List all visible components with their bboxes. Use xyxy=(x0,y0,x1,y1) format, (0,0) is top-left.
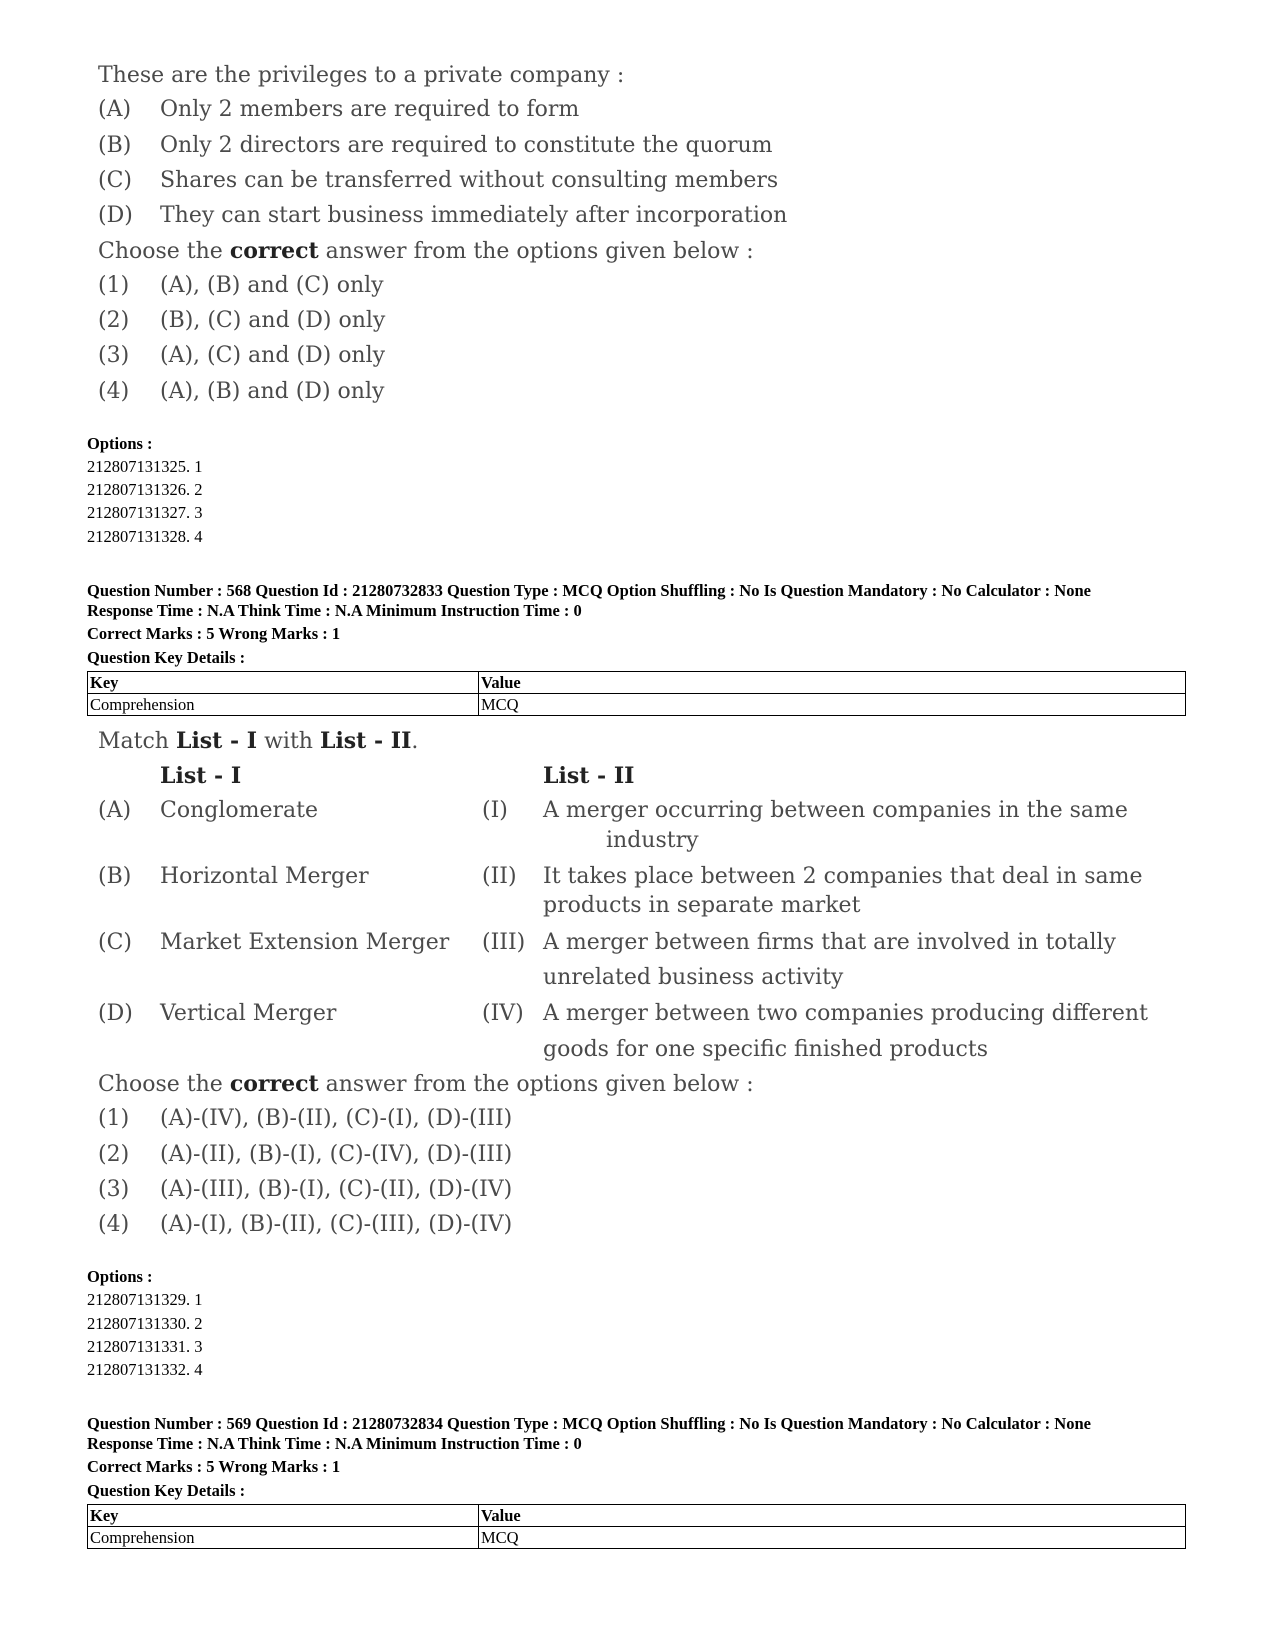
q568-key-header: Key xyxy=(88,672,479,694)
q568-choose-instruction: Choose the correct answer from the options given below : xyxy=(98,1071,754,1097)
q568-answer-1: (1) (A)-(IV), (B)-(II), (C)-(I), (D)-(III) xyxy=(98,1106,513,1131)
q568-list1-item-c: (C) Market Extension Merger xyxy=(98,930,450,955)
q569-key-details-title: Question Key Details : xyxy=(87,1481,246,1500)
q567-option-1: 212807131325. 1 xyxy=(87,457,203,476)
q568-marks: Correct Marks : 5 Wrong Marks : 1 xyxy=(87,624,341,643)
q568-list2-title: List - II xyxy=(543,763,635,789)
q568-list2-item-iv-line1: A merger between two companies producing different xyxy=(543,1001,1148,1026)
q568-option-1: 212807131329. 1 xyxy=(87,1290,203,1309)
q569-marks: Correct Marks : 5 Wrong Marks : 1 xyxy=(87,1457,341,1476)
q568-meta-line2: Response Time : N.A Think Time : N.A Minimum Instruction Time : 0 xyxy=(87,601,582,620)
q567-statement-a: (A) Only 2 members are required to form xyxy=(98,97,580,122)
q568-list2-label-ii: (II) xyxy=(482,864,517,889)
q567-answer-4: (4) (A), (B) and (D) only xyxy=(98,379,385,404)
q568-list2-item-i-line1: A merger occurring between companies in the same xyxy=(543,798,1128,823)
q568-options-title: Options : xyxy=(87,1267,153,1286)
q568-list1-item-b: (B) Horizontal Merger xyxy=(98,864,369,889)
q568-list2-item-ii-line2: products in separate market xyxy=(543,893,861,918)
q568-key-cell: Comprehension xyxy=(88,694,479,716)
q569-key-header: Key xyxy=(88,1505,479,1527)
q568-option-2: 212807131330. 2 xyxy=(87,1314,203,1333)
q567-option-4: 212807131328. 4 xyxy=(87,527,203,546)
q568-value-header: Value xyxy=(479,672,1186,694)
q568-option-4: 212807131332. 4 xyxy=(87,1360,203,1379)
q569-meta-line1: Question Number : 569 Question Id : 21280732834 Question Type : MCQ Option Shuffling : No Is Question Mandatory : No Calculator : None xyxy=(87,1414,1091,1433)
q568-list1-title: List - I xyxy=(160,763,242,789)
q567-answer-3: (3) (A), (C) and (D) only xyxy=(98,343,386,368)
q568-list1-item-d: (D) Vertical Merger xyxy=(98,1001,337,1026)
q568-list2-label-i: (I) xyxy=(482,798,508,823)
q568-meta-line1: Question Number : 568 Question Id : 21280732833 Question Type : MCQ Option Shuffling : No Is Question Mandatory : No Calculator : None xyxy=(87,581,1091,600)
q567-statement-c: (C) Shares can be transferred without consulting members xyxy=(98,168,779,193)
q569-key-cell: Comprehension xyxy=(88,1527,479,1549)
q569-key-table xyxy=(87,1504,1186,1549)
q568-answer-3: (3) (A)-(III), (B)-(I), (C)-(II), (D)-(IV) xyxy=(98,1177,513,1202)
q567-option-3: 212807131327. 3 xyxy=(87,503,203,522)
q569-meta-line2: Response Time : N.A Think Time : N.A Minimum Instruction Time : 0 xyxy=(87,1434,582,1453)
q567-statement-b: (B) Only 2 directors are required to constitute the quorum xyxy=(98,133,773,158)
q569-value-header: Value xyxy=(479,1505,1186,1527)
q567-stem: These are the privileges to a private company : xyxy=(98,63,625,88)
q567-answer-1: (1) (A), (B) and (C) only xyxy=(98,273,384,298)
q568-list2-item-iii-line1: A merger between firms that are involved in totally xyxy=(543,930,1116,955)
q568-list2-label-iii: (III) xyxy=(482,930,526,955)
q569-value-cell: MCQ xyxy=(479,1527,1186,1549)
q568-list2-item-i-line2: industry xyxy=(606,828,699,853)
q568-list2-label-iv: (IV) xyxy=(482,1001,524,1026)
q568-list2-item-iv-line2: goods for one specific finished products xyxy=(543,1037,988,1062)
q568-list2-item-iii-line2: unrelated business activity xyxy=(543,965,844,990)
q568-key-table xyxy=(87,671,1186,716)
q567-answer-2: (2) (B), (C) and (D) only xyxy=(98,308,386,333)
q567-option-2: 212807131326. 2 xyxy=(87,480,203,499)
q568-list2-item-ii-line1: It takes place between 2 companies that deal in same xyxy=(543,864,1143,889)
q568-answer-2: (2) (A)-(II), (B)-(I), (C)-(IV), (D)-(III) xyxy=(98,1142,513,1167)
q568-key-details-title: Question Key Details : xyxy=(87,648,246,667)
q567-choose-instruction: Choose the correct answer from the options given below : xyxy=(98,238,754,264)
q568-option-3: 212807131331. 3 xyxy=(87,1337,203,1356)
q568-list1-item-a: (A) Conglomerate xyxy=(98,798,318,823)
q568-value-cell: MCQ xyxy=(479,694,1186,716)
q567-statement-d: (D) They can start business immediately after incorporation xyxy=(98,203,788,228)
q567-options-title: Options : xyxy=(87,434,153,453)
q568-answer-4: (4) (A)-(I), (B)-(II), (C)-(III), (D)-(IV) xyxy=(98,1212,513,1237)
q568-match-instruction: Match List - I with List - II. xyxy=(98,728,419,754)
